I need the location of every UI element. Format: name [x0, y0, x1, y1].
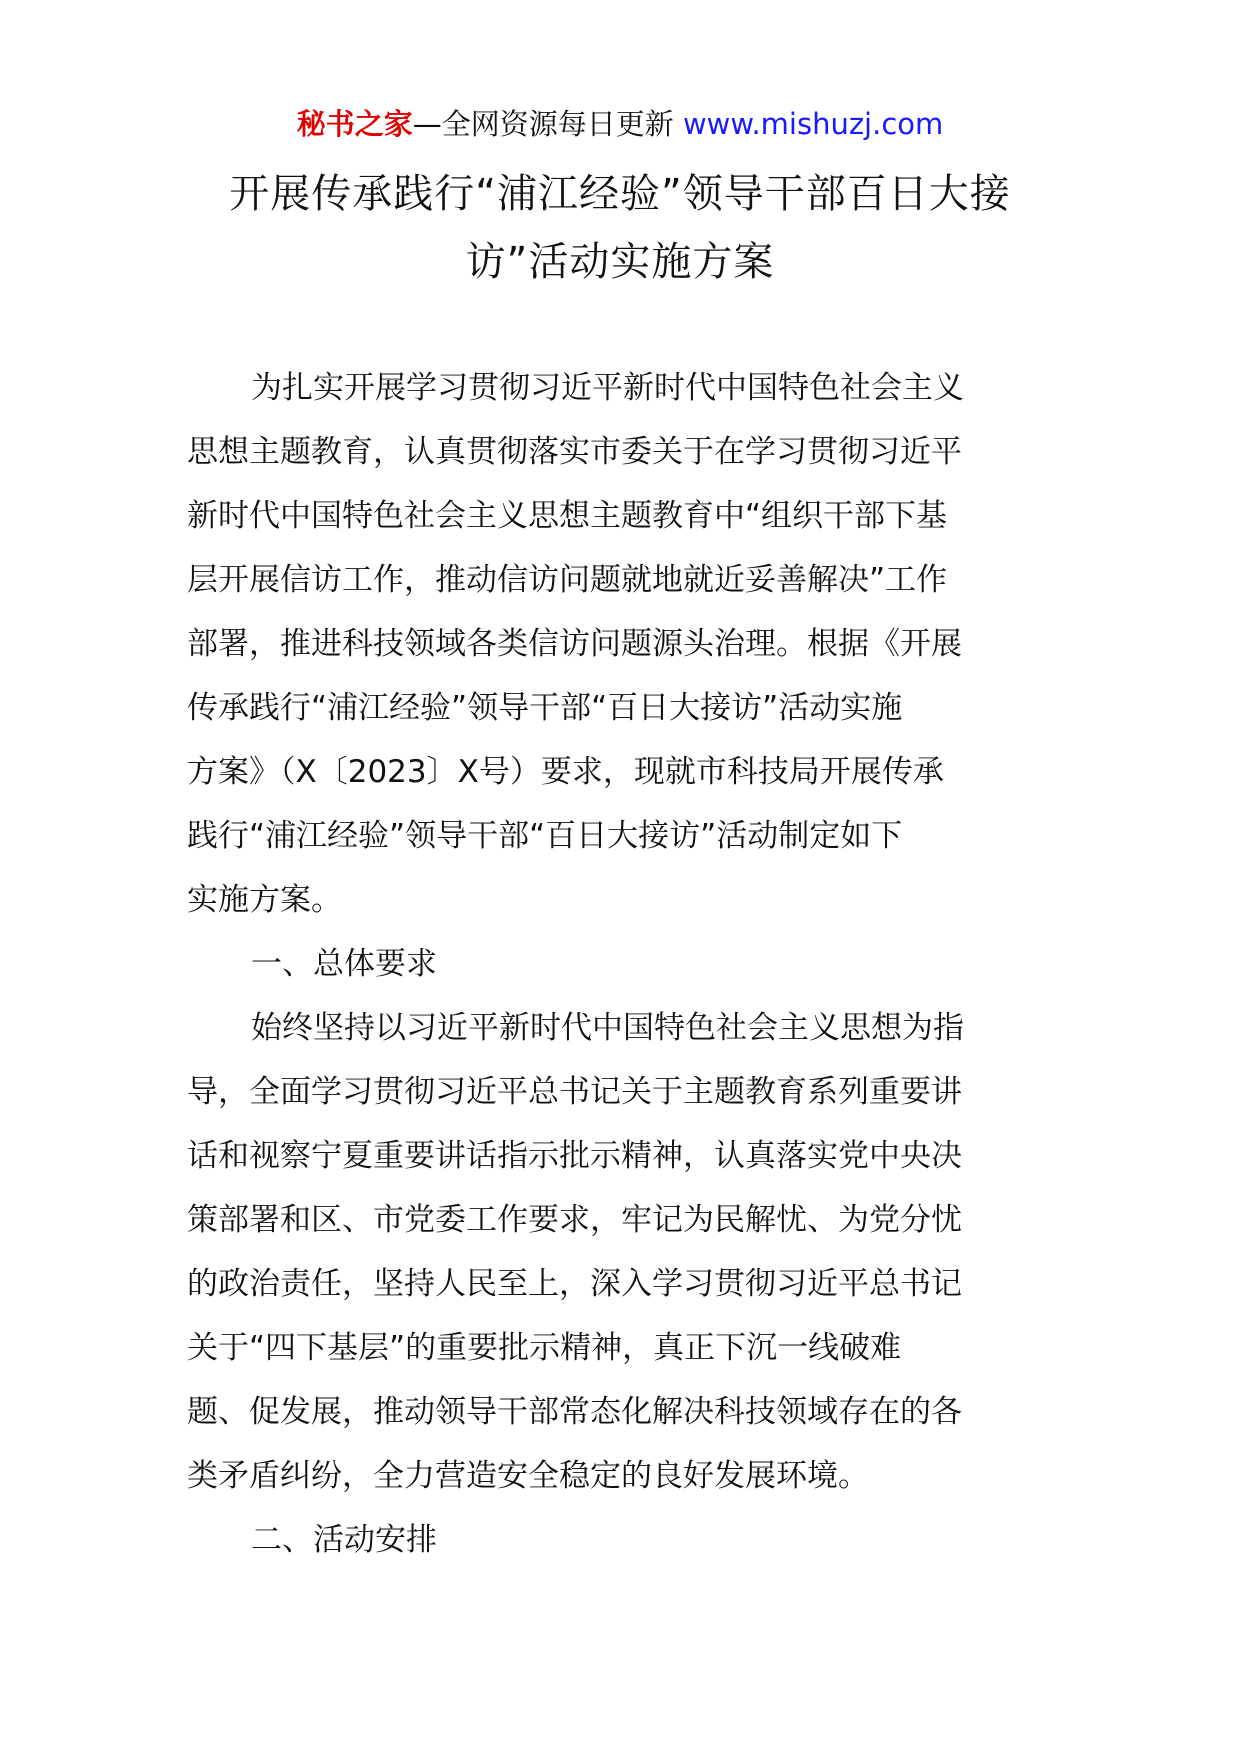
paragraph-line: 关于“四下基层”的重要批示精神，真正下沉一线破难: [187, 1330, 902, 1366]
paragraph-line: 方案》（X〔2023〕X号）要求，现就市科技局开展传承: [187, 754, 944, 790]
header-tagline: —全网资源每日更新: [412, 107, 683, 141]
paragraph-line: 为扎实开展学习贯彻习近平新时代中国特色社会主义: [251, 370, 964, 406]
paragraph-line: 层开展信访工作，推动信访问题就地就近妥善解决”工作: [187, 562, 948, 598]
paragraph-line: 部署，推进科技领域各类信访问题源头治理。根据《开展: [187, 626, 962, 662]
title-line-2: 访”活动实施方案: [465, 239, 775, 285]
paragraph-line: 的政治责任，坚持人民至上，深入学习贯彻习近平总书记: [187, 1266, 962, 1302]
paragraph-line: 思想主题教育，认真贯彻落实市委关于在学习贯彻习近平: [187, 434, 962, 470]
brand-name: 秘书之家: [296, 107, 413, 141]
paragraph-line: 导，全面学习贯彻习近平总书记关于主题教育系列重要讲: [187, 1074, 962, 1110]
site-header: [0, 104, 1240, 144]
paragraph-line: 新时代中国特色社会主义思想主题教育中“组织干部下基: [187, 498, 948, 534]
document-title: [190, 160, 1050, 296]
section-heading-activity-arrangement: 二、活动安排: [251, 1522, 437, 1558]
paragraph-line: 实施方案。: [187, 882, 342, 918]
document-body: [187, 356, 1057, 1572]
paragraph-line: 话和视察宁夏重要讲话指示批示精神，认真落实党中央决: [187, 1138, 962, 1174]
paragraph-line: 践行“浦江经验”领导干部“百日大接访”活动制定如下: [187, 818, 903, 854]
paragraph-line: 策部署和区、市党委工作要求，牢记为民解忧、为党分忧: [187, 1202, 962, 1238]
site-url-link[interactable]: www.mishuzj.com: [682, 107, 944, 141]
paragraph-line: 始终坚持以习近平新时代中国特色社会主义思想为指: [251, 1010, 964, 1046]
section-heading-general-requirements: 一、总体要求: [251, 946, 437, 982]
paragraph-line: 传承践行“浦江经验”领导干部“百日大接访”活动实施: [187, 690, 903, 726]
paragraph-line: 类矛盾纠纷，全力营造安全稳定的良好发展环境。: [187, 1458, 869, 1494]
title-line-1: 开展传承践行“浦江经验”领导干部百日大接: [229, 171, 1011, 217]
paragraph-line: 题、促发展，推动领导干部常态化解决科技领域存在的各: [187, 1394, 962, 1430]
